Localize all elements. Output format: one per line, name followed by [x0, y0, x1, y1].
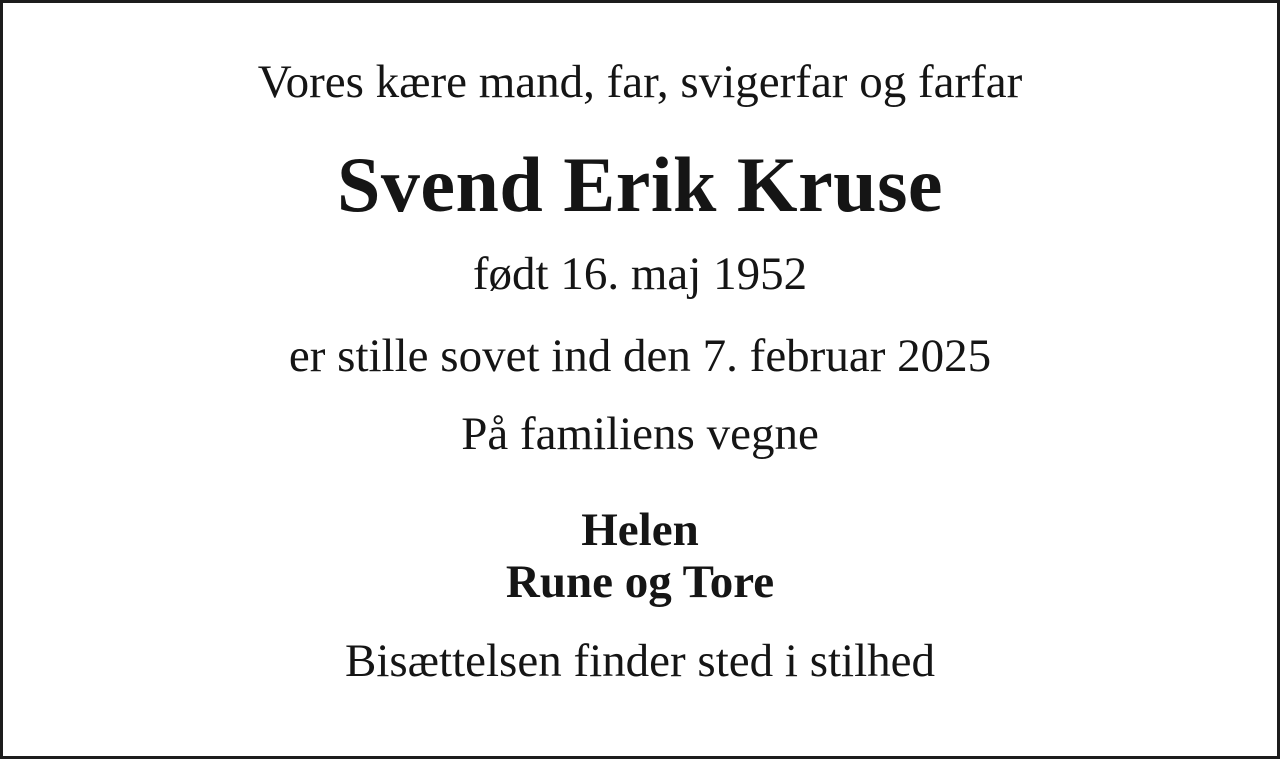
family-name-line: Rune og Tore	[505, 556, 775, 608]
funeral-info-line: Bisættelsen finder sted i stilhed	[344, 635, 936, 687]
obituary-content	[3, 3, 1277, 685]
on-behalf-line: På familiens vegne	[461, 408, 819, 460]
family-name-line: Helen	[581, 504, 699, 556]
death-date-line: er stille sovet ind den 7. februar 2025	[288, 330, 992, 382]
relationship-intro-line: Vores kære mand, far, svigerfar og farfar	[257, 56, 1023, 108]
birth-date-line: født 16. maj 1952	[472, 248, 808, 300]
deceased-name: Svend Erik Kruse	[336, 141, 944, 228]
family-names-block	[3, 504, 1277, 608]
